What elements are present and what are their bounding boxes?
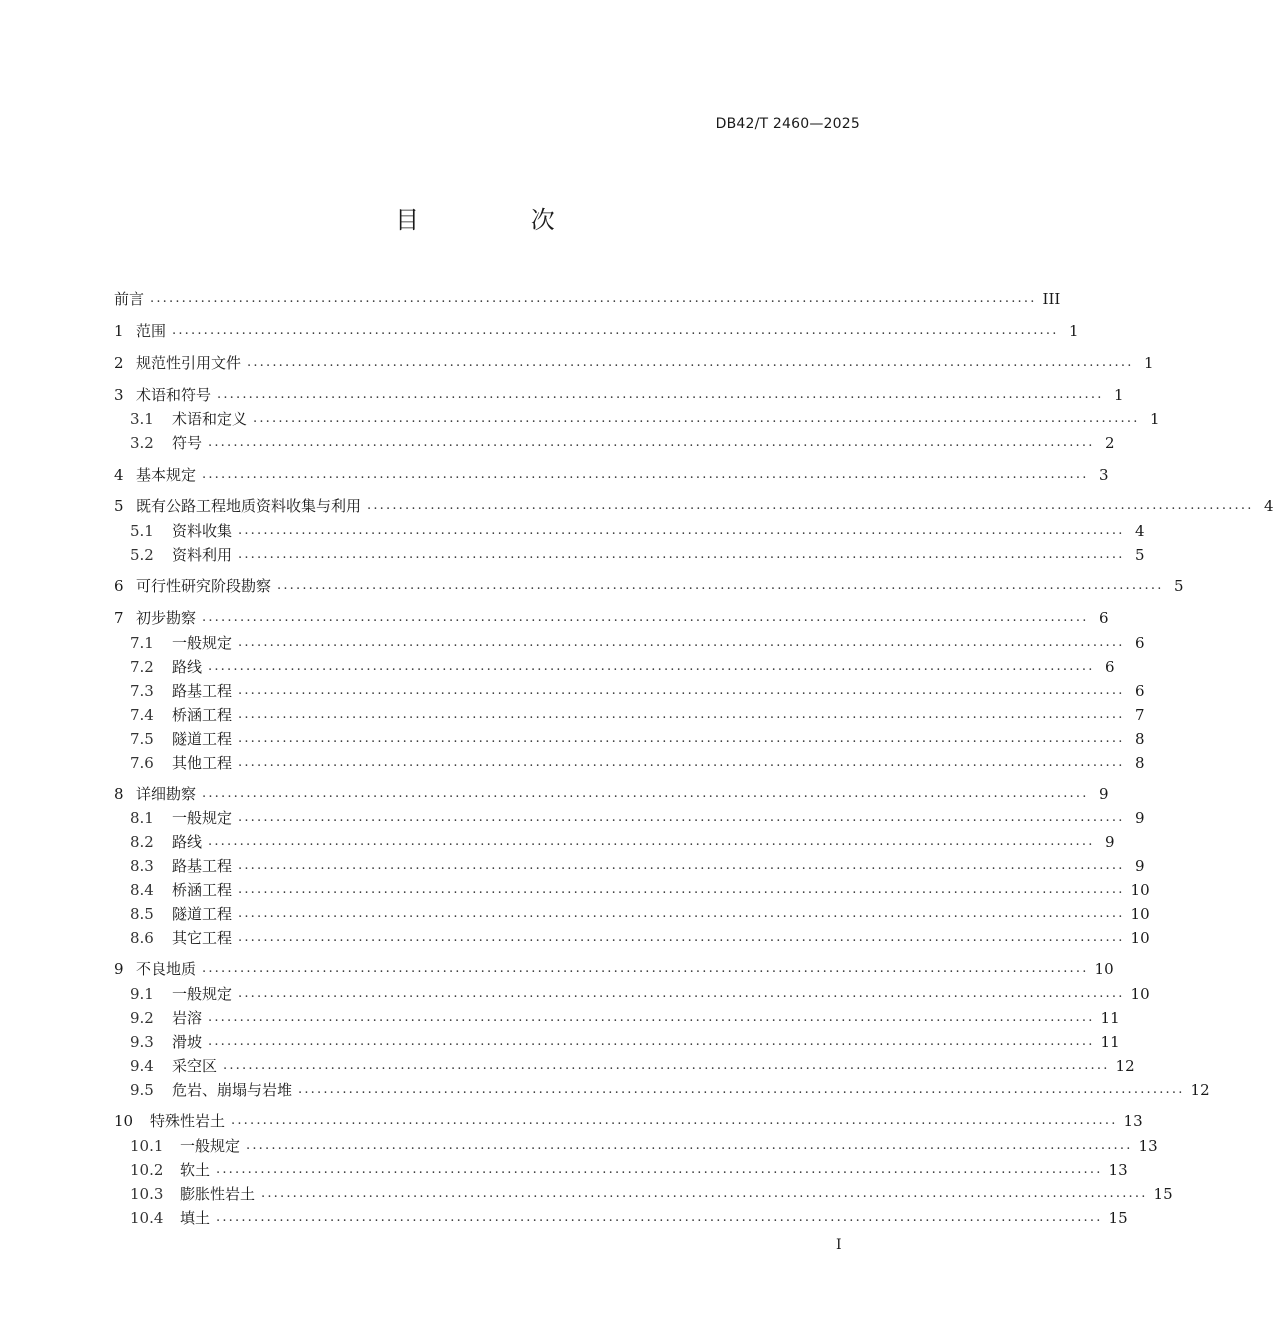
toc-leader-dots: ............................................................................................................................................ — [247, 355, 1134, 370]
toc-entry-page: 12 — [1190, 1081, 1210, 1099]
toc-entry-number: 10.1 — [130, 1137, 164, 1155]
toc-entry-page: 2 — [1105, 434, 1115, 452]
toc-entry-page: 9 — [1105, 833, 1115, 851]
toc-entry-title: 危岩、崩塌与岩堆 — [172, 1081, 293, 1099]
toc-entry-page: 5 — [1135, 546, 1145, 564]
toc-leader-dots: ............................................................................................................................................ — [202, 610, 1089, 625]
toc-entry-number: 9.5 — [130, 1081, 154, 1099]
toc-entry-number: 9.1 — [130, 985, 154, 1003]
toc-leader-dots: ............................................................................................................................................ — [238, 523, 1125, 538]
toc-entry-page: 9 — [1099, 785, 1109, 803]
toc-entry[interactable] — [114, 289, 1061, 309]
toc-entry-page: 11 — [1100, 1009, 1120, 1027]
toc-entry-page: 4 — [1135, 522, 1145, 540]
toc-entry[interactable] — [114, 545, 1145, 565]
toc-entry-number: 3.2 — [130, 434, 154, 452]
toc-entry[interactable] — [114, 608, 1109, 628]
toc-entry-number: 8.1 — [130, 809, 154, 827]
toc-entry[interactable] — [114, 1184, 1173, 1204]
toc-entry-title: 采空区 — [172, 1057, 218, 1075]
toc-entry[interactable] — [114, 353, 1154, 373]
toc-entry[interactable] — [114, 856, 1145, 876]
toc-leader-dots: ............................................................................................................................................ — [238, 683, 1125, 698]
toc-entry-page: 1 — [1114, 386, 1124, 404]
toc-entry[interactable] — [114, 321, 1079, 341]
toc-entry-number: 5 — [114, 497, 124, 515]
toc-entry[interactable] — [114, 433, 1115, 453]
toc-leader-dots: ............................................................................................................................................ — [238, 635, 1125, 650]
toc-entry-page: 6 — [1135, 634, 1145, 652]
toc-entry-number: 9 — [114, 960, 124, 978]
toc-entry-page: 6 — [1099, 609, 1109, 627]
toc-leader-dots: ............................................................................................................................................ — [202, 961, 1089, 976]
toc-entry-title: 软土 — [180, 1161, 211, 1179]
toc-entry-title: 隧道工程 — [172, 730, 233, 748]
toc-entry-title: 岩溶 — [172, 1009, 203, 1027]
toc-entry-title: 特殊性岩土 — [150, 1112, 226, 1130]
toc-leader-dots: ............................................................................................................................................ — [238, 906, 1125, 921]
toc-entry-page: 10 — [1130, 881, 1150, 899]
toc-entry-page: 15 — [1153, 1185, 1173, 1203]
toc-entry[interactable] — [114, 1032, 1120, 1052]
toc-leader-dots: ............................................................................................................................................ — [238, 755, 1125, 770]
toc-leader-dots: ............................................................................................................................................ — [246, 1138, 1133, 1153]
toc-entry-title: 一般规定 — [172, 985, 233, 1003]
toc-entry-number: 7.2 — [130, 658, 154, 676]
toc-leader-dots: ............................................................................................................................................ — [367, 498, 1254, 513]
toc-entry[interactable] — [114, 904, 1150, 924]
toc-entry-page: 1 — [1144, 354, 1154, 372]
toc-entry-number: 5.1 — [130, 522, 154, 540]
toc-entry-page: 7 — [1135, 706, 1145, 724]
toc-entry-title: 路线 — [172, 833, 203, 851]
toc-entry-page: 1 — [1069, 322, 1079, 340]
toc-entry[interactable] — [114, 784, 1109, 804]
toc-leader-dots: ............................................................................................................................................ — [253, 411, 1140, 426]
toc-entry-page: 15 — [1108, 1209, 1128, 1227]
toc-entry-title: 其它工程 — [172, 929, 233, 947]
toc-leader-dots: ............................................................................................................................................ — [238, 882, 1125, 897]
toc-entry-number: 7 — [114, 609, 124, 627]
toc-entry-page: 10 — [1130, 929, 1150, 947]
toc-entry[interactable] — [114, 1160, 1128, 1180]
toc-entry-title: 路基工程 — [172, 682, 233, 700]
toc-entry-title: 路基工程 — [172, 857, 233, 875]
toc-leader-dots: ............................................................................................................................................ — [223, 1058, 1110, 1073]
toc-entry[interactable] — [114, 633, 1145, 653]
toc-entry-number: 4 — [114, 466, 124, 484]
footer-page-number: I — [836, 1237, 842, 1253]
toc-entry-number: 5.2 — [130, 546, 154, 564]
toc-entry-number: 8 — [114, 785, 124, 803]
toc-entry-title: 不良地质 — [136, 960, 197, 978]
toc-leader-dots: ............................................................................................................................................ — [231, 1113, 1118, 1128]
toc-entry-title: 符号 — [172, 434, 203, 452]
toc-entry[interactable] — [114, 1208, 1128, 1228]
toc-entry-page: 13 — [1108, 1161, 1128, 1179]
toc-entry-page: 4 — [1264, 497, 1274, 515]
toc-entry-title: 前言 — [114, 290, 145, 308]
toc-entry[interactable] — [114, 657, 1115, 677]
toc-entry-title: 其他工程 — [172, 754, 233, 772]
toc-leader-dots: ............................................................................................................................................ — [217, 387, 1104, 402]
toc-leader-dots: ............................................................................................................................................ — [277, 578, 1164, 593]
toc-entry-number: 10.3 — [130, 1185, 164, 1203]
toc-entry-title: 滑坡 — [172, 1033, 203, 1051]
toc-entry-title: 初步勘察 — [136, 609, 197, 627]
toc-entry-title: 可行性研究阶段勘察 — [136, 577, 272, 595]
toc-entry-number: 10.4 — [130, 1209, 164, 1227]
toc-entry-page: 8 — [1135, 754, 1145, 772]
toc-entry[interactable] — [114, 880, 1150, 900]
toc-entry-number: 3 — [114, 386, 124, 404]
toc-entry[interactable] — [114, 753, 1145, 773]
toc-leader-dots: ............................................................................................................................................ — [238, 930, 1125, 945]
toc-entry[interactable] — [114, 385, 1124, 405]
toc-leader-dots: ............................................................................................................................................ — [208, 834, 1095, 849]
toc-leader-dots: ............................................................................................................................................ — [261, 1186, 1148, 1201]
toc-leader-dots: ............................................................................................................................................ — [202, 786, 1089, 801]
toc-leader-dots: ............................................................................................................................................ — [208, 1010, 1095, 1025]
toc-entry-number: 9.3 — [130, 1033, 154, 1051]
toc-entry-page: 3 — [1099, 466, 1109, 484]
toc-entry-title: 规范性引用文件 — [136, 354, 242, 372]
page-title: 目 次 — [395, 206, 607, 234]
toc-leader-dots: ............................................................................................................................................ — [172, 323, 1059, 338]
toc-entry-number: 7.1 — [130, 634, 154, 652]
toc-entry-title: 一般规定 — [172, 634, 233, 652]
toc-leader-dots: ............................................................................................................................................ — [238, 986, 1125, 1001]
toc-leader-dots: ............................................................................................................................................ — [216, 1162, 1103, 1177]
toc-entry-number: 9.4 — [130, 1057, 154, 1075]
toc-entry-title: 膨胀性岩土 — [180, 1185, 256, 1203]
toc-entry-number: 1 — [114, 322, 124, 340]
toc-leader-dots: ............................................................................................................................................ — [208, 435, 1095, 450]
toc-entry-title: 填土 — [180, 1209, 211, 1227]
toc-entry-number: 8.4 — [130, 881, 154, 899]
toc-entry-title: 一般规定 — [172, 809, 233, 827]
toc-entry[interactable] — [114, 521, 1145, 541]
toc-entry-number: 8.3 — [130, 857, 154, 875]
toc-entry-number: 8.5 — [130, 905, 154, 923]
toc-entry[interactable] — [114, 409, 1160, 429]
toc-leader-dots: ............................................................................................................................................ — [298, 1082, 1185, 1097]
toc-entry-number: 7.5 — [130, 730, 154, 748]
toc-leader-dots: ............................................................................................................................................ — [202, 467, 1089, 482]
toc-leader-dots: ............................................................................................................................................ — [150, 291, 1037, 306]
toc-entry-title: 资料收集 — [172, 522, 233, 540]
toc-entry-number: 10 — [114, 1112, 134, 1130]
toc-entry-title: 术语和符号 — [136, 386, 212, 404]
toc-entry-number: 10.2 — [130, 1161, 164, 1179]
toc-entry-page: 13 — [1138, 1137, 1158, 1155]
toc-entry[interactable] — [114, 1111, 1143, 1131]
toc-entry[interactable] — [114, 729, 1145, 749]
toc-entry-page: 11 — [1100, 1033, 1120, 1051]
toc-entry-page: 10 — [1130, 985, 1150, 1003]
toc-leader-dots: ............................................................................................................................................ — [238, 731, 1125, 746]
toc-leader-dots: ............................................................................................................................................ — [238, 547, 1125, 562]
toc-entry-title: 一般规定 — [180, 1137, 241, 1155]
document-id: DB42/T 2460—2025 — [715, 116, 860, 132]
toc-entry[interactable] — [114, 832, 1115, 852]
toc-entry-page: 12 — [1115, 1057, 1135, 1075]
toc-leader-dots: ............................................................................................................................................ — [238, 858, 1125, 873]
toc-leader-dots: ............................................................................................................................................ — [208, 1034, 1095, 1049]
toc-leader-dots: ............................................................................................................................................ — [238, 707, 1125, 722]
toc-entry-title: 桥涵工程 — [172, 881, 233, 899]
toc-entry-title: 基本规定 — [136, 466, 197, 484]
toc-entry-number: 8.6 — [130, 929, 154, 947]
toc-entry-number: 7.4 — [130, 706, 154, 724]
toc-entry[interactable] — [114, 705, 1145, 725]
toc-entry[interactable] — [114, 928, 1150, 948]
toc-entry-page: 13 — [1123, 1112, 1143, 1130]
toc-entry[interactable] — [114, 959, 1114, 979]
toc-entry[interactable] — [114, 1136, 1158, 1156]
toc-entry-page: 5 — [1174, 577, 1184, 595]
toc-leader-dots: ............................................................................................................................................ — [216, 1210, 1103, 1225]
toc-entry-number: 2 — [114, 354, 124, 372]
toc-entry-title: 资料利用 — [172, 546, 233, 564]
toc-entry[interactable] — [114, 1008, 1120, 1028]
toc-entry-page: 6 — [1105, 658, 1115, 676]
toc-leader-dots: ............................................................................................................................................ — [208, 659, 1095, 674]
toc-entry[interactable] — [114, 1080, 1210, 1100]
toc-entry-page: 9 — [1135, 809, 1145, 827]
toc-entry-number: 3.1 — [130, 410, 154, 428]
toc-entry-title: 隧道工程 — [172, 905, 233, 923]
toc-entry-title: 既有公路工程地质资料收集与利用 — [136, 497, 362, 515]
toc-entry-title: 桥涵工程 — [172, 706, 233, 724]
toc-entry-number: 6 — [114, 577, 124, 595]
toc-entry[interactable] — [114, 808, 1145, 828]
toc-entry-title: 路线 — [172, 658, 203, 676]
toc-entry[interactable] — [114, 984, 1150, 1004]
toc-entry[interactable] — [114, 496, 1274, 516]
toc-entry-number: 7.3 — [130, 682, 154, 700]
toc-entry-page: 6 — [1135, 682, 1145, 700]
toc-entry[interactable] — [114, 1056, 1135, 1076]
toc-entry-page: 10 — [1094, 960, 1114, 978]
toc-entry-page: 10 — [1130, 905, 1150, 923]
toc-entry-title: 详细勘察 — [136, 785, 197, 803]
toc-entry[interactable] — [114, 681, 1145, 701]
toc-entry[interactable] — [114, 465, 1109, 485]
toc-entry-title: 术语和定义 — [172, 410, 248, 428]
toc-entry-title: 范围 — [136, 322, 167, 340]
toc-entry-number: 7.6 — [130, 754, 154, 772]
toc-entry-page: 1 — [1150, 410, 1160, 428]
toc-entry[interactable] — [114, 576, 1184, 596]
toc-entry-number: 8.2 — [130, 833, 154, 851]
toc-entry-number: 9.2 — [130, 1009, 154, 1027]
toc-entry-page: III — [1042, 290, 1061, 308]
toc-leader-dots: ............................................................................................................................................ — [238, 810, 1125, 825]
toc-entry-page: 8 — [1135, 730, 1145, 748]
toc-entry-page: 9 — [1135, 857, 1145, 875]
